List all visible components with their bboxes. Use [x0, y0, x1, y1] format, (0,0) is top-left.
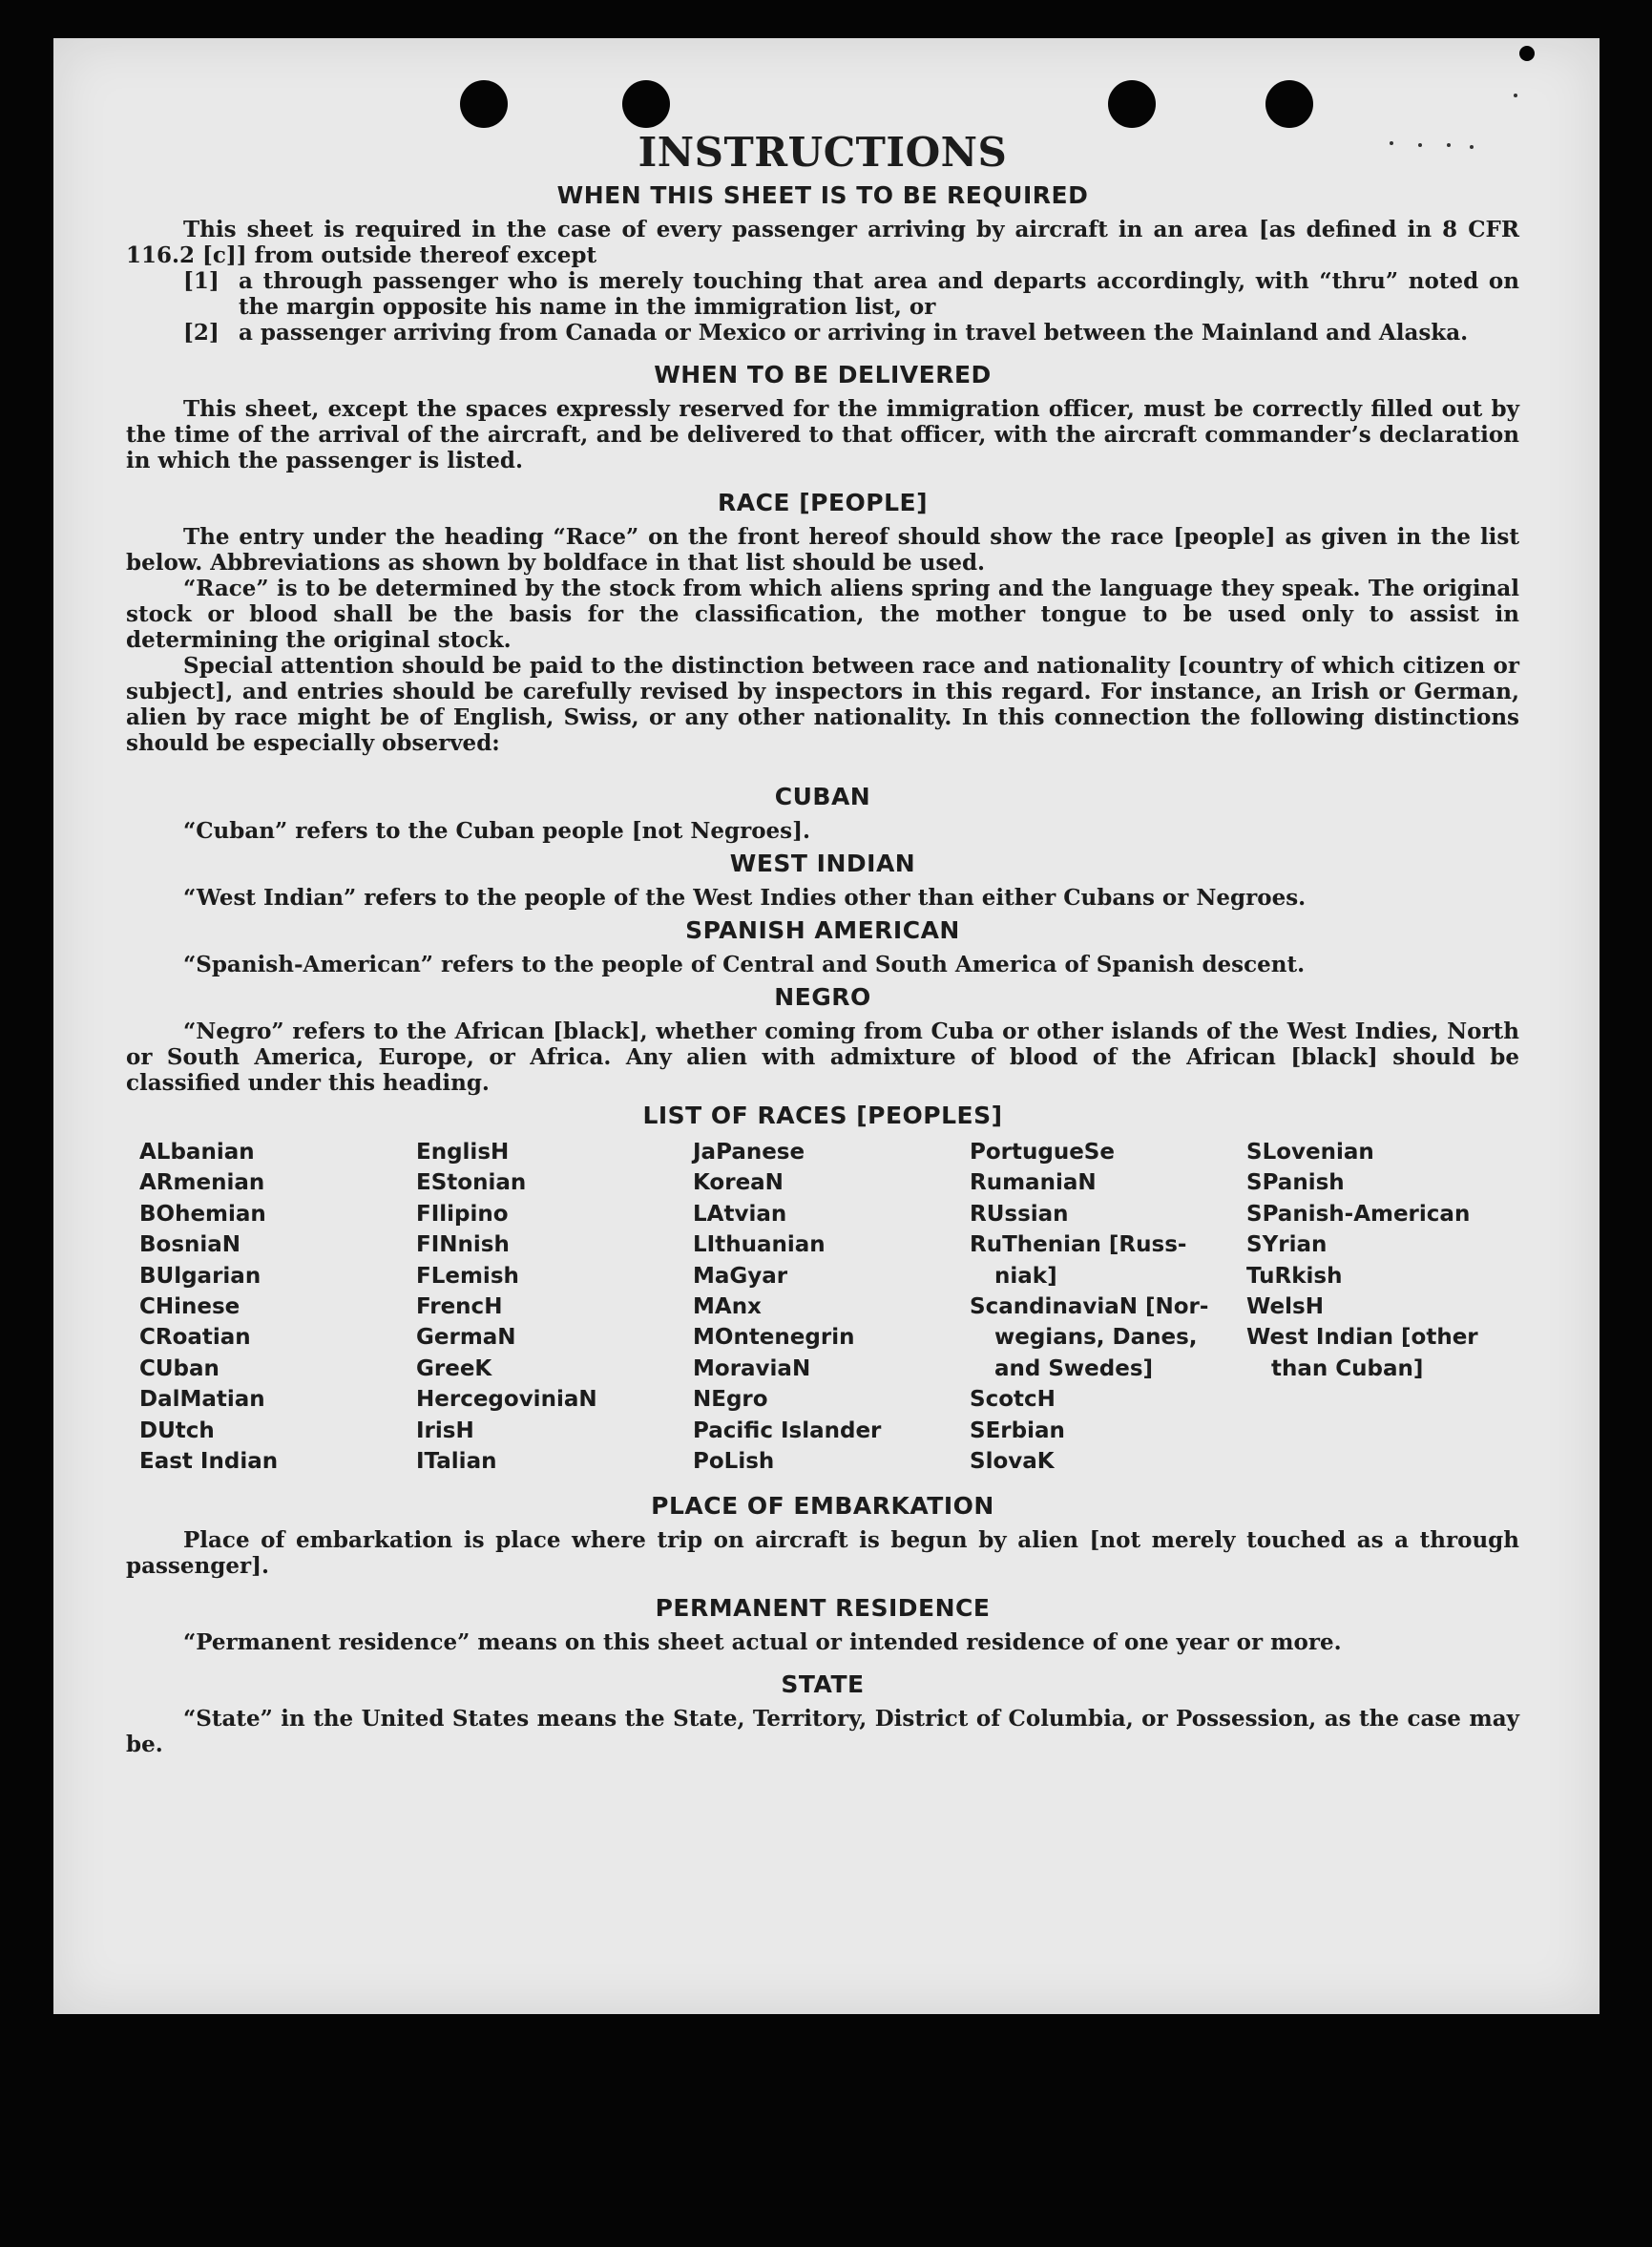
race-entry: West Indian [other than Cuban] [1246, 1325, 1478, 1381]
exception-item [183, 320, 1519, 346]
west-indian-text: “West Indian” refers to the people of the West Indies other than either Cubans or Negroes. [183, 885, 1307, 911]
spanish-american-text: “Spanish-American” refers to the people of Central and South America of Spanish descent. [183, 952, 1306, 977]
race-entry: KoreaN [693, 1170, 784, 1196]
when-required-intro: This sheet is required in the case of every passenger arriving by aircraft in an area [as defined in 8 CFR 116.2 [c]] from outside thereof except [126, 217, 1519, 268]
document-sheet [53, 38, 1600, 2014]
race-entry: GermaN [416, 1325, 516, 1351]
race-entry: MOntenegrin [693, 1325, 855, 1351]
races-column [139, 1137, 416, 1477]
race-entry: SPanish-American [1246, 1201, 1471, 1227]
section-heading-race: RACE [PEOPLE] [717, 489, 929, 516]
race-entry: DalMatian [139, 1387, 265, 1413]
race-entry: ScotcH [970, 1387, 1056, 1413]
residence-text: “Permanent residence” means on this sheet actual or intended residence of one year or more. [183, 1629, 1342, 1656]
race-entry: CUban [139, 1355, 220, 1381]
race-entry: BOhemian [139, 1201, 266, 1227]
races-column [970, 1137, 1246, 1477]
section-heading-west-indian: WEST INDIAN [729, 850, 916, 877]
race-entry: SYrian [1246, 1232, 1328, 1258]
exception-text: a passenger arriving from Canada or Mexico or arriving in travel between the Mainland and Alaska. [239, 320, 1469, 346]
embarkation-text: Place of embarkation is place where trip on aircraft is begun by alien [not merely touched as a through passenger]. [126, 1527, 1519, 1580]
speck [1514, 94, 1517, 97]
race-entry: SlovaK [970, 1449, 1055, 1475]
race-entry: FIlipino [416, 1201, 509, 1227]
race-entry: MAnx [693, 1294, 762, 1320]
races-list [139, 1137, 1519, 1477]
when-delivered-text: This sheet, except the spaces expressly reserved for the immigration officer, must be correctly filled out by the time of the arrival of the aircraft, and be delivered to that officer, with the aircraft commander’s declaration in which the passenger is listed. [126, 396, 1519, 473]
exception-text: a through passenger who is merely touching that area and departs accordingly, with “thru” noted on the margin opposite his name in the immigration list, or [239, 268, 1519, 320]
exception-number: [2] [183, 320, 220, 346]
punch-hole [1265, 80, 1313, 128]
races-column [693, 1137, 970, 1477]
race-entry: LAtvian [693, 1201, 787, 1227]
race-entry: FLemish [416, 1263, 519, 1289]
race-entry: East Indian [139, 1449, 279, 1475]
race-entry: SErbian [970, 1418, 1065, 1443]
races-column [1246, 1137, 1533, 1477]
race-entry: RUssian [970, 1201, 1069, 1227]
race-entry: Pacific Islander [693, 1418, 882, 1443]
race-entry: MaGyar [693, 1263, 788, 1289]
section-heading-cuban: CUBAN [774, 783, 871, 810]
race-entry: LIthuanian [693, 1232, 826, 1258]
race-entry: PortugueSe [970, 1140, 1115, 1165]
section-heading-when-delivered: WHEN TO BE DELIVERED [654, 361, 992, 388]
race-entry: EStonian [416, 1170, 527, 1196]
race-entry: IrisH [416, 1418, 474, 1443]
exception-number: [1] [183, 268, 220, 294]
races-column [416, 1137, 693, 1477]
race-entry: FINnish [416, 1232, 510, 1258]
race-entry: NEgro [693, 1387, 768, 1413]
race-entry: HercegoviniaN [416, 1387, 597, 1413]
race-entry: SLovenian [1246, 1140, 1374, 1165]
race-entry: FrencH [416, 1294, 503, 1320]
negro-text: “Negro” refers to the African [black], whether coming from Cuba or other islands of the West Indies, North or South America, Europe, or Africa. Any alien with admixture of blood of the African [black] should be classified under this heading. [126, 1018, 1519, 1096]
race-entry: RumaniaN [970, 1170, 1097, 1196]
race-entry: ITalian [416, 1449, 497, 1475]
race-entry: CHinese [139, 1294, 240, 1320]
punch-hole [460, 80, 508, 128]
race-entry: TuRkish [1246, 1263, 1343, 1289]
race-entry: ARmenian [139, 1170, 265, 1196]
race-entry: RuThenian [Russ- niak] [970, 1232, 1187, 1289]
page-title: INSTRUCTIONS [638, 129, 1008, 176]
section-heading-list-of-races: LIST OF RACES [PEOPLES] [642, 1102, 1003, 1129]
race-paragraph-2: “Race” is to be determined by the stock from which aliens spring and the language they speak. The original stock or blood shall be the basis for the classification, the mother tongue to be used only to assist in determining the original stock. [126, 576, 1519, 653]
race-entry: ALbanian [139, 1140, 255, 1165]
section-heading-residence: PERMANENT RESIDENCE [655, 1594, 991, 1623]
instructions-content [126, 129, 1519, 1757]
race-entry: WelsH [1246, 1294, 1324, 1320]
race-entry: DUtch [139, 1418, 215, 1443]
race-entry: GreeK [416, 1355, 492, 1381]
race-paragraph-3: Special attention should be paid to the distinction between race and nationality [country of which citizen or subject], and entries should be carefully revised by inspectors in this regard. For instance, an Irish or German, alien by race might be of English, Swiss, or any other nationality. In this connection the following distinctions should be especially observed: [126, 653, 1519, 756]
section-heading-negro: NEGRO [774, 983, 871, 1011]
race-entry: BosniaN [139, 1232, 241, 1258]
cuban-text: “Cuban” refers to the Cuban people [not Negroes]. [183, 818, 811, 844]
race-entry: BUlgarian [139, 1263, 261, 1289]
state-text: “State” in the United States means the State, Territory, District of Columbia, or Possession, as the case may be. [126, 1706, 1519, 1758]
section-heading-spanish-american: SPANISH AMERICAN [685, 916, 960, 944]
section-heading-embarkation: PLACE OF EMBARKATION [651, 1492, 994, 1521]
punch-hole [622, 80, 670, 128]
race-entry: ScandinaviaN [Nor- wegians, Danes, and Swedes] [970, 1294, 1209, 1381]
corner-mark [1519, 46, 1535, 61]
race-entry: PoLish [693, 1449, 775, 1475]
race-entry: SPanish [1246, 1170, 1345, 1196]
punch-hole [1108, 80, 1156, 128]
race-entry: MoraviaN [693, 1355, 811, 1381]
race-paragraph-1: The entry under the heading “Race” on the front hereof should show the race [people] as given in the list below. Abbreviations as shown by boldface in that list should be used. [126, 524, 1519, 576]
race-entry: JaPanese [693, 1140, 805, 1165]
section-heading-state: STATE [781, 1670, 865, 1699]
race-entry: EnglisH [416, 1140, 510, 1165]
race-entry: CRoatian [139, 1325, 251, 1351]
exception-item [183, 268, 1519, 320]
section-heading-when-required: WHEN THIS SHEET IS TO BE REQUIRED [556, 181, 1089, 209]
